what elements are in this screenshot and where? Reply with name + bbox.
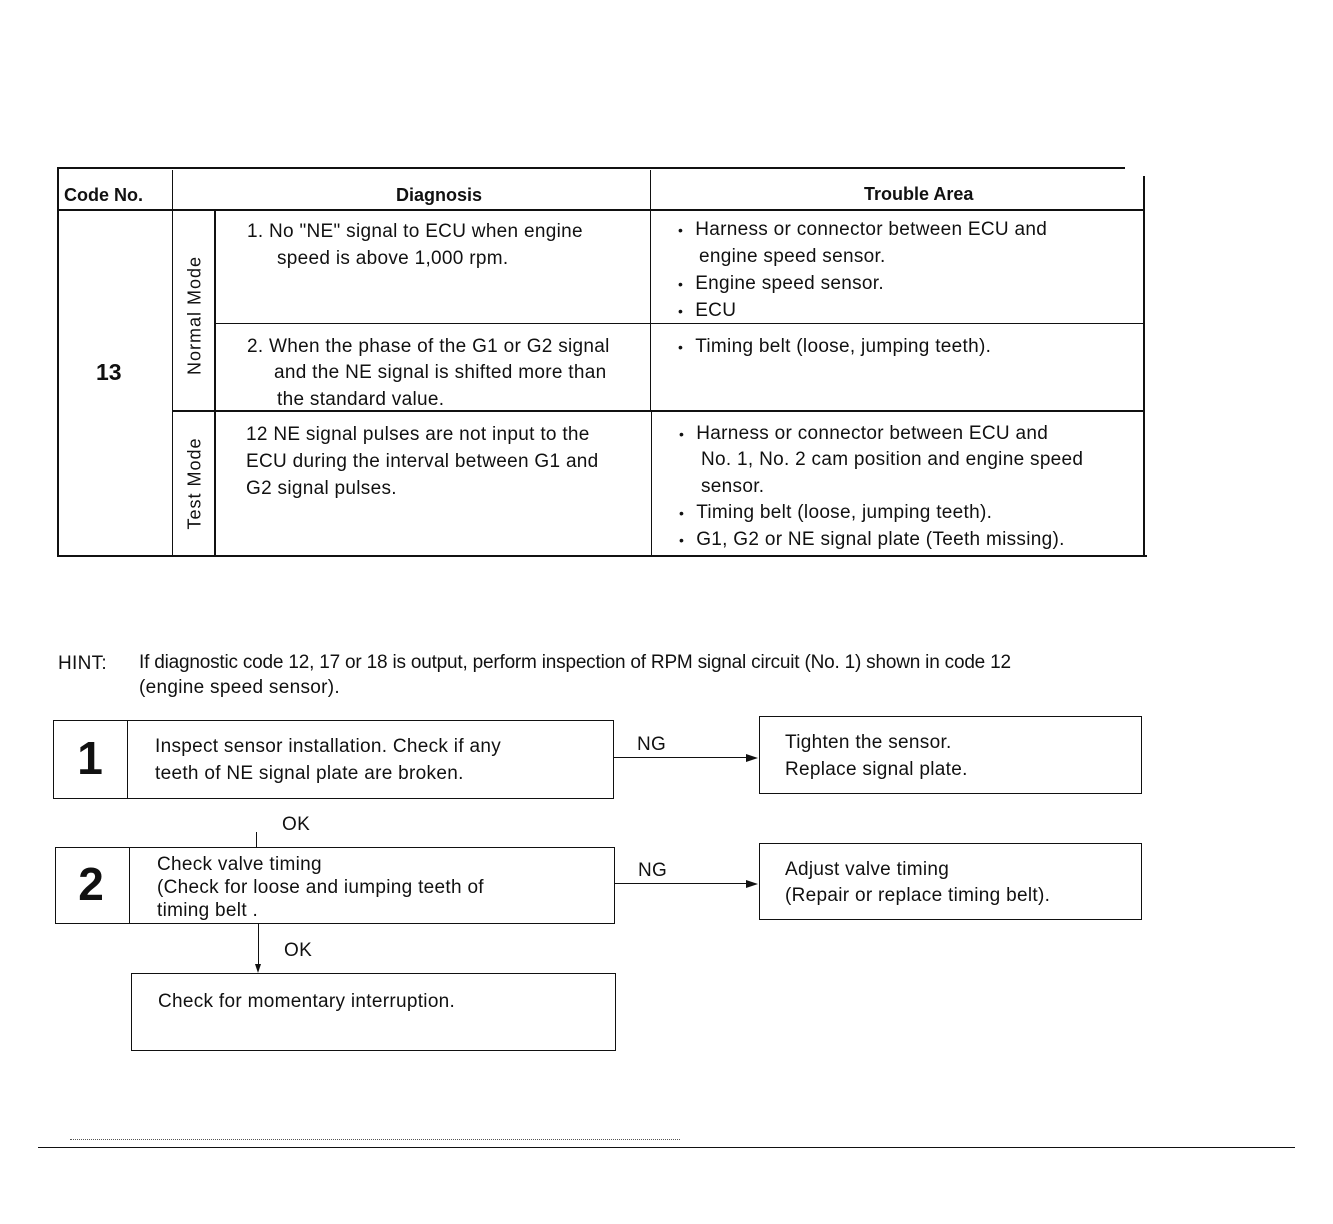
- page-bottom-speckle: [70, 1139, 680, 1140]
- row1-trouble-item: • Engine speed sensor.: [678, 273, 884, 294]
- hint-text-line2: (engine speed sensor).: [139, 677, 340, 698]
- table-left-border: [57, 167, 59, 557]
- step1-fix-line2: Replace signal plate.: [785, 759, 968, 780]
- row2-diagnosis-line: the standard value.: [277, 389, 445, 410]
- hint-label: HINT:: [58, 653, 107, 674]
- step2-text-line3: timing belt .: [157, 900, 259, 921]
- step2-text-line1: Check valve timing: [157, 854, 322, 875]
- step1-ng-label: NG: [637, 734, 667, 755]
- step2-fix-line2: (Repair or replace timing belt).: [785, 885, 1051, 906]
- step2-number-divider: [129, 848, 130, 923]
- step2-number: 2: [78, 858, 104, 910]
- code-number: 13: [96, 359, 122, 385]
- test-mode-label: Test Mode: [184, 437, 205, 530]
- step1-ng-arrow-head: [746, 754, 758, 762]
- row2-trouble-item: • Timing belt (loose, jumping teeth).: [678, 336, 992, 357]
- step1-number: 1: [77, 732, 103, 784]
- ok2-arrow-head: [255, 964, 261, 973]
- row1-trouble-item: engine speed sensor.: [699, 246, 886, 267]
- ok1-label: OK: [282, 814, 311, 835]
- row2-diagnosis-line: 2. When the phase of the G1 or G2 signal: [247, 336, 610, 357]
- step1-text-line1: Inspect sensor installation. Check if any: [155, 736, 502, 757]
- step1-ng-arrow-line: [614, 757, 748, 758]
- step2-fix-line1: Adjust valve timing: [785, 859, 950, 880]
- row3-trouble-item: • G1, G2 or NE signal plate (Teeth missing).: [679, 529, 1065, 550]
- step2-text-line2: (Check for loose and iumping teeth of: [157, 877, 484, 898]
- row1-trouble-item: • ECU: [678, 300, 737, 321]
- normal-mode-label: Normal Mode: [184, 255, 205, 376]
- table-bottom-border: [57, 555, 1147, 557]
- row1-diagnosis-line: 1. No "NE" signal to ECU when engine: [247, 221, 583, 242]
- row1-trouble-item: • Harness or connector between ECU and: [678, 219, 1048, 240]
- final-text: Check for momentary interruption.: [158, 991, 456, 1012]
- header-diagnosis: Diagnosis: [396, 185, 483, 205]
- row3-trouble-item: sensor.: [701, 476, 765, 497]
- row3-diagnosis-line: ECU during the interval between G1 and: [246, 451, 599, 472]
- step2-ng-label: NG: [638, 860, 668, 881]
- step1-fix-line1: Tighten the sensor.: [785, 732, 952, 753]
- row3-trouble-item: • Timing belt (loose, jumping teeth).: [679, 502, 993, 523]
- row3-trouble-item: • Harness or connector between ECU and: [679, 423, 1049, 444]
- ok2-connector: [258, 924, 259, 968]
- page-bottom-rule: [38, 1147, 1295, 1148]
- step1-number-divider: [127, 721, 128, 798]
- ok1-connector: [256, 832, 257, 848]
- row3-diagnosis-line: G2 signal pulses.: [246, 478, 397, 499]
- table-right-border: [1143, 176, 1145, 557]
- ok2-label: OK: [284, 940, 313, 961]
- col-divider-diagnosis-lower: [651, 411, 652, 557]
- header-code-no: Code No.: [64, 185, 143, 205]
- step1-text-line2: teeth of NE signal plate are broken.: [155, 763, 464, 784]
- step2-ng-arrow-line: [615, 883, 748, 884]
- row3-diagnosis-line: 12 NE signal pulses are not input to the: [246, 424, 590, 445]
- row2-diagnosis-line: and the NE signal is shifted more than: [274, 362, 607, 383]
- row3-trouble-item: No. 1, No. 2 cam position and engine speed: [701, 449, 1084, 470]
- table-top-border: [57, 167, 1125, 169]
- col-divider-code: [172, 170, 173, 557]
- header-trouble-area: Trouble Area: [864, 184, 974, 204]
- step2-ng-arrow-head: [746, 880, 758, 888]
- col-divider-mode: [214, 211, 216, 557]
- hint-text-line1: If diagnostic code 12, 17 or 18 is output, perform inspection of RPM signal circuit (No. 1) shown in code 12: [139, 652, 1011, 673]
- col-divider-diagnosis: [650, 170, 651, 411]
- row1-diagnosis-line: speed is above 1,000 rpm.: [277, 248, 509, 269]
- table-header-bottom: [57, 209, 1145, 211]
